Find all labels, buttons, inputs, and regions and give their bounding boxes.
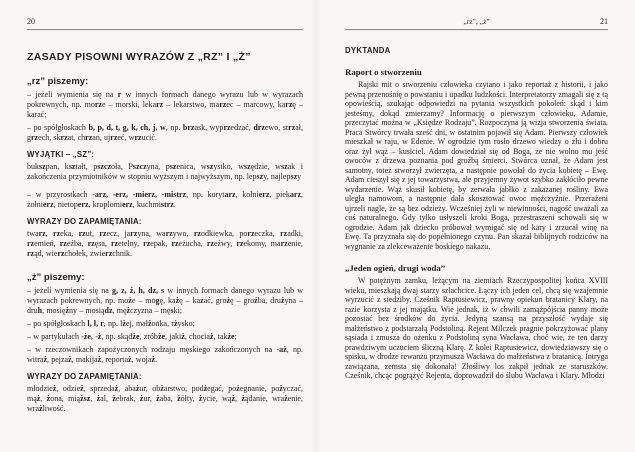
left-page-header: [27, 0, 303, 30]
dictations-section-heading: DYKTANDA: [345, 46, 391, 55]
suffixes-rule: – w przyrostkach -arz, -erz, -mierz, -mistrz, np. korytarz, kołnierz, piekarz, żołnierz, nietoperz, kroplomierz, kuchmistrz.: [27, 190, 303, 209]
rz-rule-1: – jeżeli wymienia się na r w innych formach danego wyrazu lub w wyrazach pokrewnych, np. morze – morski, lekarz – lekarstwo, marzec – marcowy, karzę – karać;: [27, 90, 303, 119]
exceptions-text: bukszpan, kształt, pszczoła, Pszczyna, pszenica, wszystko, wszędzie, wszak i zakończenia przymiotników w stopniu wyższym i najwyższym, np. lepszy, najlepszy: [27, 162, 303, 181]
z-rule-3: – w partykułach -że, -ż, np. skądże, zróbże, jakiż, chociaż, także;: [27, 332, 237, 341]
dictation-2-text: W potężnym zamku, leżącym na ziemiach Rzeczypospolitej końca XVIII wieku, mieszkają dwaj starzy szlachcice. Łączy ich jeden cel, chcą się wzajemnie wyrzucić z siedziby. Cześnik Raptusiewicz, prawny opiekun bratanicy Klary, na razie korzysta z jej majątku. Wie jednak, iż w chwili zamążpójścia panny może pozostać bez środków do życia. Jedyną szansą na przyszłość wydaje się małżeństwo z podstarzałą Podstoliną. Rejent Milczek pragnie pokrzyżować plany sąsiada i zmusza do ożenku z Podstoliną syna Wacława, choć wie, że ten darzy prawdziwym uczuciem śliczną Klarę. Z kolei Raptusiewicz, dowiedziawszy się o spisku, w drodze rewanżu przymusza Wacława do małżeństwa z bratanicą. Intryga zawiązana, zemsta się dokonała! Złośliwy los zakpił jednak ze staruszków. Cześnik, chcąc pogrążyć Rejenta, doprowadził do ślubu Wacława i Klary. Młodzi: [345, 276, 608, 380]
z-rule-1: – jeżeli wymienia się na g, z, ź, h, dz, s w innych formach danego wyrazu lub w wyrazach pokrewnych, np. może – mogę, każę – kazać, grożę – groźba, drużyna – druh, mosiężny – mosiądz, mężczyzna – męski;: [27, 286, 304, 315]
z-rule-4: – w rzeczownikach zapożyczonych rodzaju męskiego zakończonych na -aż, np. witraż, pejzaż, makijaż, reportaż, wojaż.: [27, 345, 303, 364]
dictation-2-title: „Jeden ogień, drugi woda”: [345, 263, 446, 273]
rz-rule-2: – po spółgłoskach b, p, d, t, g, k, ch, j, w, np. brzask, wyprzedzać, drzewo, strzał, grzech, skrzat, chrzan, ujrzeć, wrzucić.: [27, 123, 303, 142]
remember-list-rz: twarz, rzeka, rzut, rzecz, jarzyna, warzywo, rzodkiewka, porzeczka, rzadki, rzemień, rzeźba, rzęsa, rzetelny, rzepak, rzeżucha, rzeźwy, rzekomy, marzenie, rząd, wierzchołek, zwierzchnik.: [27, 229, 304, 258]
page-number-right: 21: [600, 17, 608, 26]
header-rule-right: [345, 29, 608, 30]
right-page-header: [345, 0, 608, 30]
remember-list-z: młodzież, odzież, sprzedaż, abażur, obżarstwo, podżegać, pożegnanie, pożyczać, mąż, żona, miąższ, żal, żebrak, żur, żaba, żółty, życie, wąż, żądanie, wrażenie, wrażliwość.: [27, 384, 303, 413]
remember-heading-rz: WYRAZY DO ZAPAMIĘTANIA:: [27, 217, 142, 226]
header-rule-left: [27, 29, 303, 30]
dictation-1-text: Rajski mit o stworzeniu człowieka czytano i jako reportaż z historii, i jako pewną przenośnię o powstaniu i upadku ludzkości. Interpretatorzy zmagali się z tą opowieścią, szukając odpowiedzi na pytania wszystkich pokoleń: skąd i kim jesteśmy, dokąd zmierzamy? Informację o pierwszym człowieku, Adamie, przeczytać można w „Księdze Rodzaju”. Rozpoczyna ją wizja stworzenia świata. Praca Stwórcy trwała sześć dni, w ostatnim pojawił się Adam. Pierwszy człowiek mieszkał w raju, w Edenie. W ogrodzie tym rosło drzewo wiedzy o złu i dobru oraz żył wąż – kusiciel. Adam dowiedział się od Boga, że nie wolno mu jeść owoców z drzewa poznania pod groźbą śmierci. Stwórca uznał, że Adam jest samotny, toteż stworzył zwierzęta, a następnie powołał do życia kobietę – Ewę. Adam cieszył się z jej towarzystwa, ale przyjemny żywot szybko zakłóciło pewne wydarzenie. Wąż skusił kobietę, by zerwała jabłko z zakazanej rośliny. Ewa uległa namowom, a następnie dała skosztować owoc mężczyźnie. Przerażeni ujrzeli nagle, że są bez odzieży. Wcześniej żyli w niewinności, nagość uważali za coś naturalnego. Gdy tylko usłyszeli kroki Boga, przestraszeni schowali się w ogrodzie. Adam jak dziecko próbował wymigać się od kary i zrzucał winę na Ewę. Ta przyznała się do popełnionego czynu. Pan skazał biblijnych rodziców na wygnanie za zlekceważenie boskiego nakazu.: [345, 80, 608, 251]
running-head: „rz”, „ż”: [463, 17, 490, 26]
dictation-1-title: Raport o stworzeniu: [345, 67, 422, 77]
z-rule-2: – po spółgłoskach l, ł, r, np. lżej, małżonka, rżysko;: [27, 319, 195, 328]
page-right: [345, 0, 608, 381]
chapter-title: ZASADY PISOWNI WYRAZÓW Z „RZ” I „Ż”: [27, 51, 251, 63]
remember-heading-z: WYRAZY DO ZAPAMIĘTANIA:: [27, 372, 142, 381]
page-left: [27, 0, 303, 414]
z-section-heading: „ż” piszemy:: [27, 272, 85, 283]
page-number-left: 20: [27, 17, 35, 26]
exceptions-heading: WYJĄTKI – „SZ”:: [27, 150, 95, 159]
rz-section-heading: „rz” piszemy:: [27, 76, 89, 87]
